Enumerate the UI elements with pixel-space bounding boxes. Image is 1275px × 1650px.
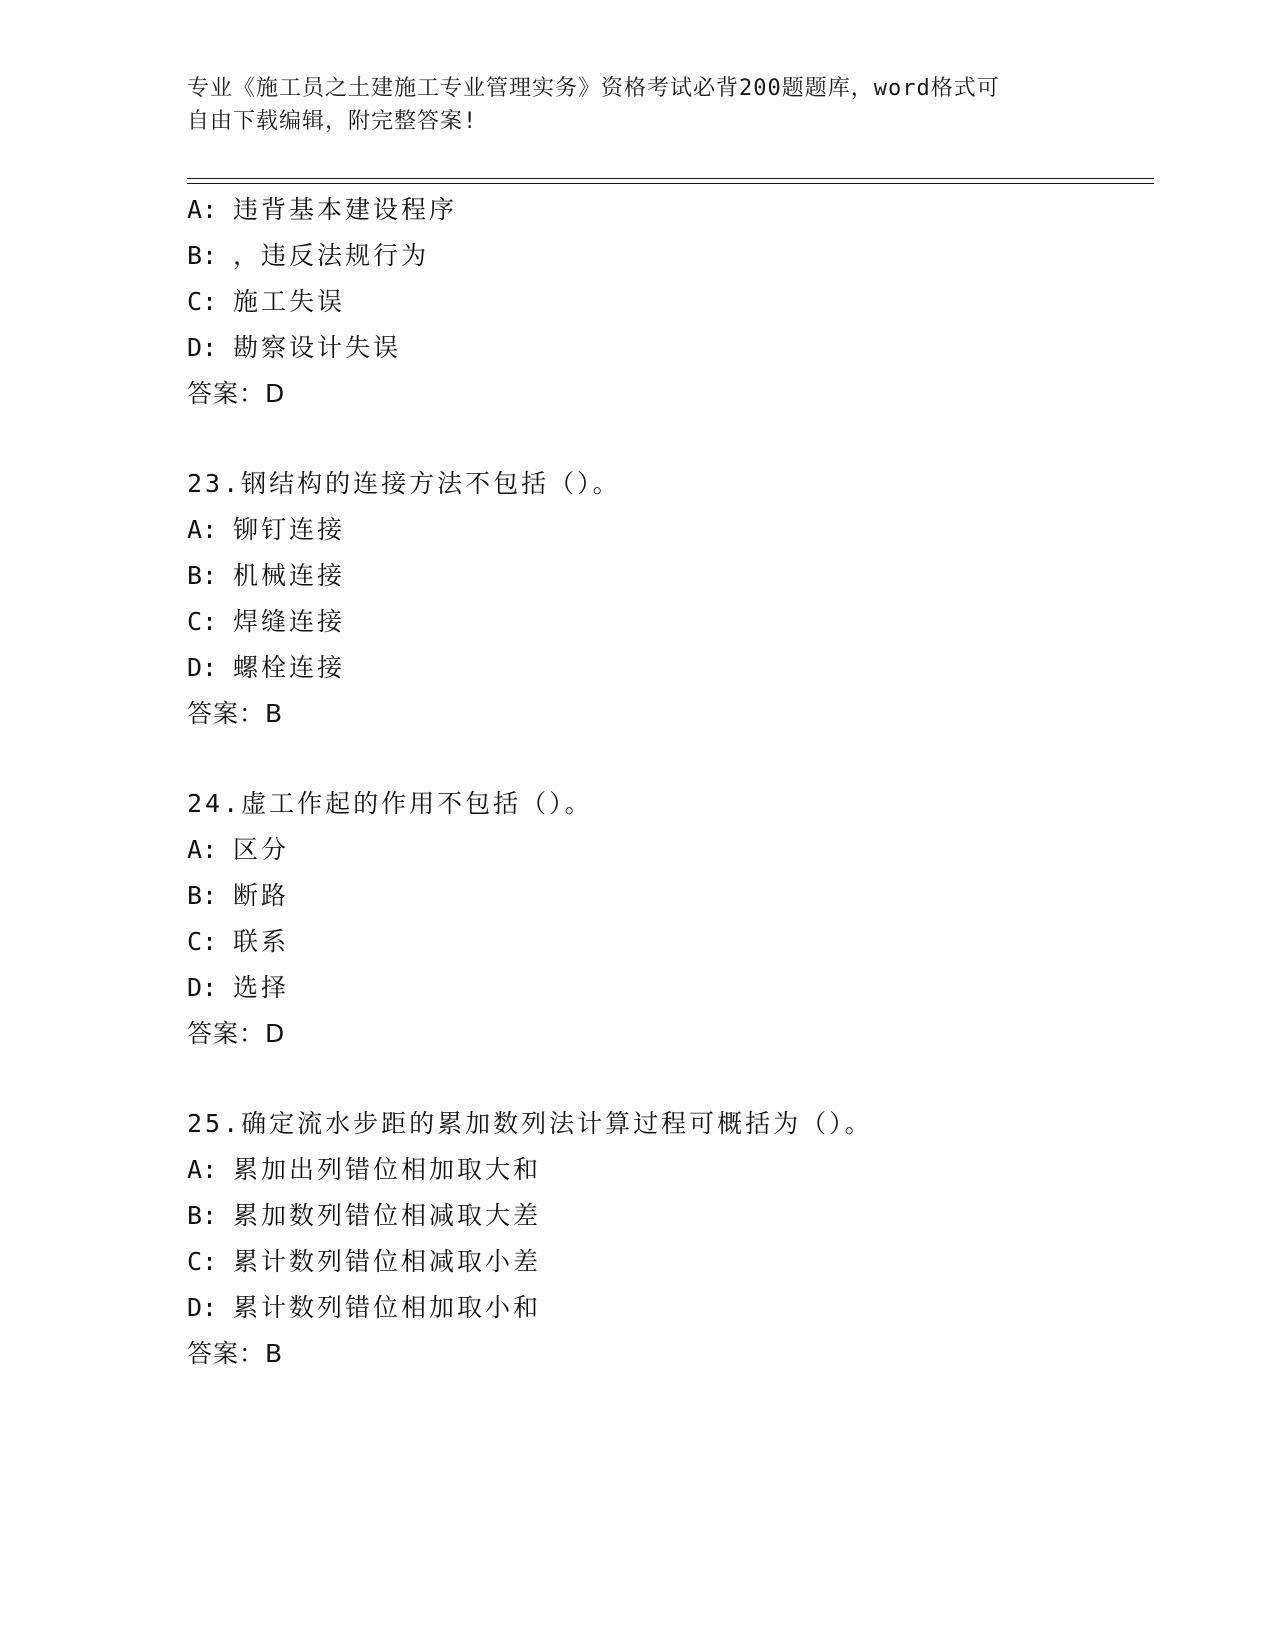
option-label: C: <box>187 607 218 636</box>
option-text: 累加数列错位相减取大差 <box>233 1201 542 1230</box>
question-stem: 24.虚工作起的作用不包括（）。 <box>187 789 593 818</box>
option-label: D: <box>187 333 218 362</box>
option-line <box>187 553 1147 599</box>
question-block-24 <box>187 781 1147 1057</box>
spacer <box>187 737 1147 781</box>
option-text: 联系 <box>233 927 290 956</box>
question-list <box>187 187 1147 1377</box>
answer-line: 答案：D <box>187 379 286 408</box>
option-line <box>187 965 1147 1011</box>
option-line <box>187 599 1147 645</box>
option-text: 机械连接 <box>233 561 346 590</box>
option-line <box>187 507 1147 553</box>
option-text: ，违反法规行为 <box>233 241 430 270</box>
question-block-23 <box>187 461 1147 737</box>
option-label: A: <box>187 195 218 224</box>
option-line <box>187 325 1147 371</box>
option-line <box>187 873 1147 919</box>
option-line <box>187 1239 1147 1285</box>
header-rule-bottom <box>187 183 1154 184</box>
option-label: C: <box>187 287 218 316</box>
option-line <box>187 187 1147 233</box>
answer-line: 答案：D <box>187 1019 286 1048</box>
option-label: A: <box>187 1155 218 1184</box>
option-label: C: <box>187 927 218 956</box>
document-header <box>187 72 1067 138</box>
option-label: C: <box>187 1247 218 1276</box>
option-text: 焊缝连接 <box>233 607 346 636</box>
option-line <box>187 1285 1147 1331</box>
option-text: 铆钉连接 <box>233 515 346 544</box>
option-label: A: <box>187 835 218 864</box>
option-text: 累计数列错位相减取小差 <box>233 1247 542 1276</box>
header-line-2: 自由下载编辑，附完整答案! <box>187 109 478 134</box>
option-label: B: <box>187 881 218 910</box>
option-text: 勘察设计失误 <box>233 333 402 362</box>
question-stem: 25.确定流水步距的累加数列法计算过程可概括为（）。 <box>187 1109 873 1138</box>
option-text: 累计数列错位相加取小和 <box>233 1293 542 1322</box>
option-text: 选择 <box>233 973 290 1002</box>
option-line <box>187 1147 1147 1193</box>
option-line <box>187 1193 1147 1239</box>
option-label: D: <box>187 973 218 1002</box>
option-text: 累加出列错位相加取大和 <box>233 1155 542 1184</box>
option-label: D: <box>187 1293 218 1322</box>
option-label: B: <box>187 1201 218 1230</box>
header-line-1: 专业《施工员之土建施工专业管理实务》资格考试必背200题题库，word格式可 <box>187 76 1000 101</box>
question-stem: 23.钢结构的连接方法不包括（）。 <box>187 469 621 498</box>
header-rule-top <box>187 178 1154 179</box>
option-text: 断路 <box>233 881 290 910</box>
option-line <box>187 279 1147 325</box>
option-text: 违背基本建设程序 <box>233 195 458 224</box>
option-label: A: <box>187 515 218 544</box>
question-block-prev <box>187 187 1147 417</box>
option-text: 螺栓连接 <box>233 653 346 682</box>
option-line <box>187 233 1147 279</box>
answer-line: 答案：B <box>187 1339 284 1368</box>
option-label: B: <box>187 241 218 270</box>
option-line <box>187 827 1147 873</box>
option-line <box>187 645 1147 691</box>
option-label: D: <box>187 653 218 682</box>
spacer <box>187 1057 1147 1101</box>
answer-line: 答案：B <box>187 699 284 728</box>
option-text: 区分 <box>233 835 290 864</box>
option-line <box>187 919 1147 965</box>
question-block-25 <box>187 1101 1147 1377</box>
option-text: 施工失误 <box>233 287 346 316</box>
option-label: B: <box>187 561 218 590</box>
spacer <box>187 417 1147 461</box>
